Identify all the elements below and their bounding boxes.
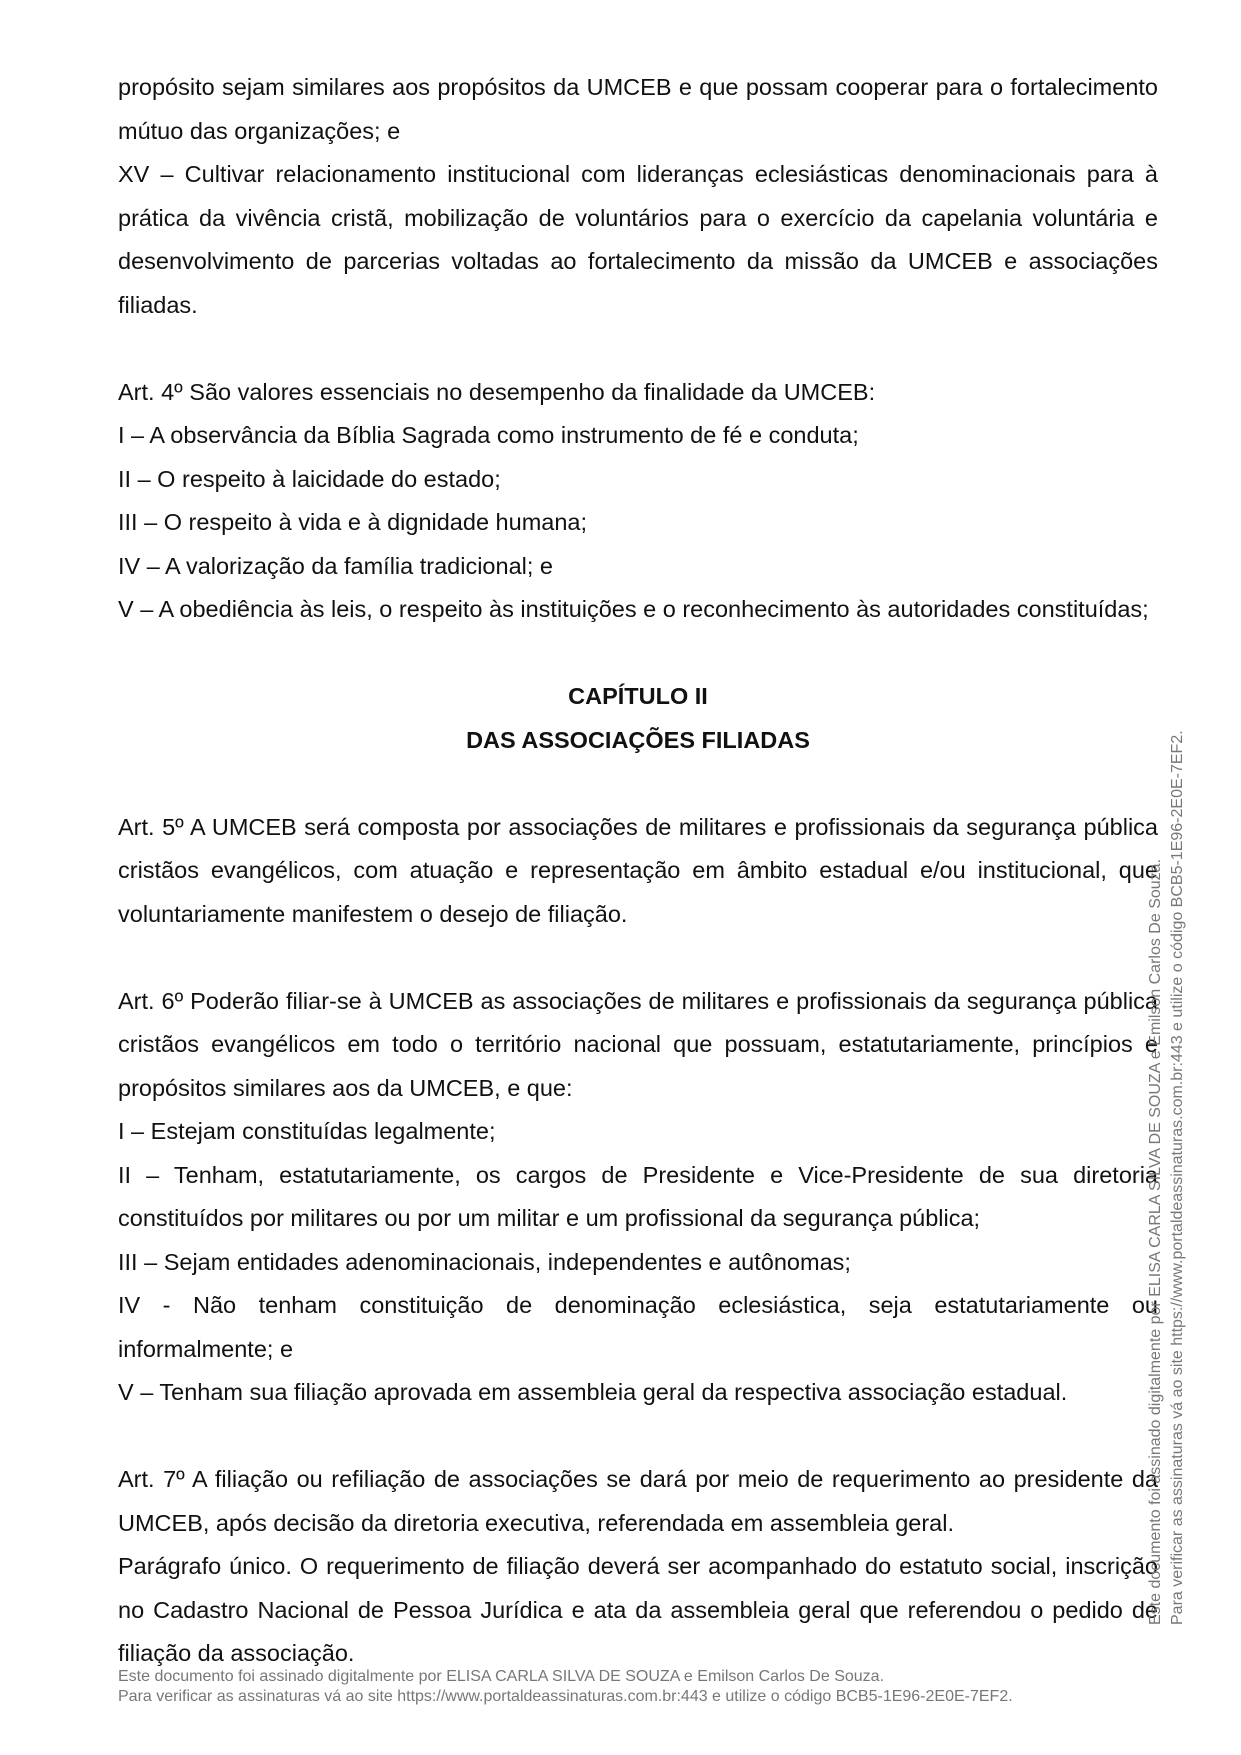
chapter-title: CAPÍTULO II xyxy=(568,683,708,709)
spacer xyxy=(118,1415,1158,1459)
chapter-subtitle: DAS ASSOCIAÇÕES FILIADAS xyxy=(466,726,810,753)
art6-item-v: V – Tenham sua filiação aprovada em assembleia geral da respectiva associação estadual. xyxy=(118,1379,1068,1405)
signature-side-line2: Para verificar as assinaturas vá ao site https://www.portaldeassinaturas.com.br:443 e utilize o código BCB5-1E96-2E0E-7EF2. xyxy=(1169,730,1186,1625)
spacer xyxy=(118,632,1158,676)
art4-item-v: V – A obediência às leis, o respeito às instituições e o reconhecimento às autoridades constituídas; xyxy=(118,596,1149,622)
art7-sole-paragraph: Parágrafo único. O requerimento de filiação deverá ser acompanhado do estatuto social, inscrição no Cadastro Nacional de Pessoa Jurídica e ata da assembleia geral que referendou o pedido de filiação da associação. xyxy=(118,1553,1158,1666)
art4-heading: Art. 4º São valores essenciais no desempenho da finalidade da UMCEB: xyxy=(118,378,876,405)
signature-side-stamp xyxy=(1145,705,1189,1625)
paragraph-xv: XV – Cultivar relacionamento institucional com lideranças eclesiásticas denominacionais para à prática da vivência cristã, mobilização de voluntários para o exercício da capelania voluntária e desenvolvimento de parcerias voltadas ao fortalecimento da missão da UMCEB e associações filiadas. xyxy=(118,161,1158,318)
signature-footer-line2: Para verificar as assinaturas vá ao site https://www.portaldeassinaturas.com.br:443 e utilize o código BCB5-1E96-2E0E-7EF2. xyxy=(118,1688,1013,1705)
art4-item-iii: III – O respeito à vida e à dignidade humana; xyxy=(118,509,588,535)
art4-item-ii: II – O respeito à laicidade do estado; xyxy=(118,465,501,492)
signature-footer xyxy=(118,1667,1118,1707)
art6-item-ii: II – Tenham, estatutariamente, os cargos de Presidente e Vice-Presidente de sua diretoria constituídos por militares ou por um militar e um profissional da segurança pública; xyxy=(118,1161,1158,1231)
art4-item-i: I – A observância da Bíblia Sagrada como instrumento de fé e conduta; xyxy=(118,422,859,448)
art4-item-iv: IV – A valorização da família tradicional; e xyxy=(118,552,553,579)
spacer xyxy=(118,936,1158,980)
art5-paragraph: Art. 5º A UMCEB será composta por associações de militares e profissionais da segurança pública cristãos evangélicos, com atuação e representação em âmbito estadual e/ou institucional, que voluntariamente manifestem o desejo de filiação. xyxy=(118,813,1158,927)
art6-item-i: I – Estejam constituídas legalmente; xyxy=(118,1118,496,1144)
art6-item-iv: IV - Não tenham constituição de denominação eclesiástica, seja estatutariamente ou informalmente; e xyxy=(118,1292,1158,1362)
signature-side-line1: Este documento foi assinado digitalmente por ELISA CARLA SILVA DE SOUZA e Emilson Carlos De Souza. xyxy=(1147,858,1164,1625)
signature-footer-line1: Este documento foi assinado digitalmente por ELISA CARLA SILVA DE SOUZA e Emilson Carlos De Souza. xyxy=(118,1668,885,1685)
spacer xyxy=(118,762,1158,806)
paragraph-continuation: propósito sejam similares aos propósitos da UMCEB e que possam cooperar para o fortalecimento mútuo das organizações; e xyxy=(118,74,1158,144)
art6-item-iii: III – Sejam entidades adenominacionais, independentes e autônomas; xyxy=(118,1248,851,1275)
art7-paragraph: Art. 7º A filiação ou refiliação de associações se dará por meio de requerimento ao presidente da UMCEB, após decisão da diretoria executiva, referendada em assembleia geral. xyxy=(118,1466,1158,1536)
spacer xyxy=(118,327,1158,371)
document-page xyxy=(118,66,1158,1676)
art6-heading: Art. 6º Poderão filiar-se à UMCEB as associações de militares e profissionais da segurança pública cristãos evangélicos em todo o território nacional que possuam, estatutariamente, princípios e propósitos similares aos da UMCEB, e que: xyxy=(118,987,1158,1101)
